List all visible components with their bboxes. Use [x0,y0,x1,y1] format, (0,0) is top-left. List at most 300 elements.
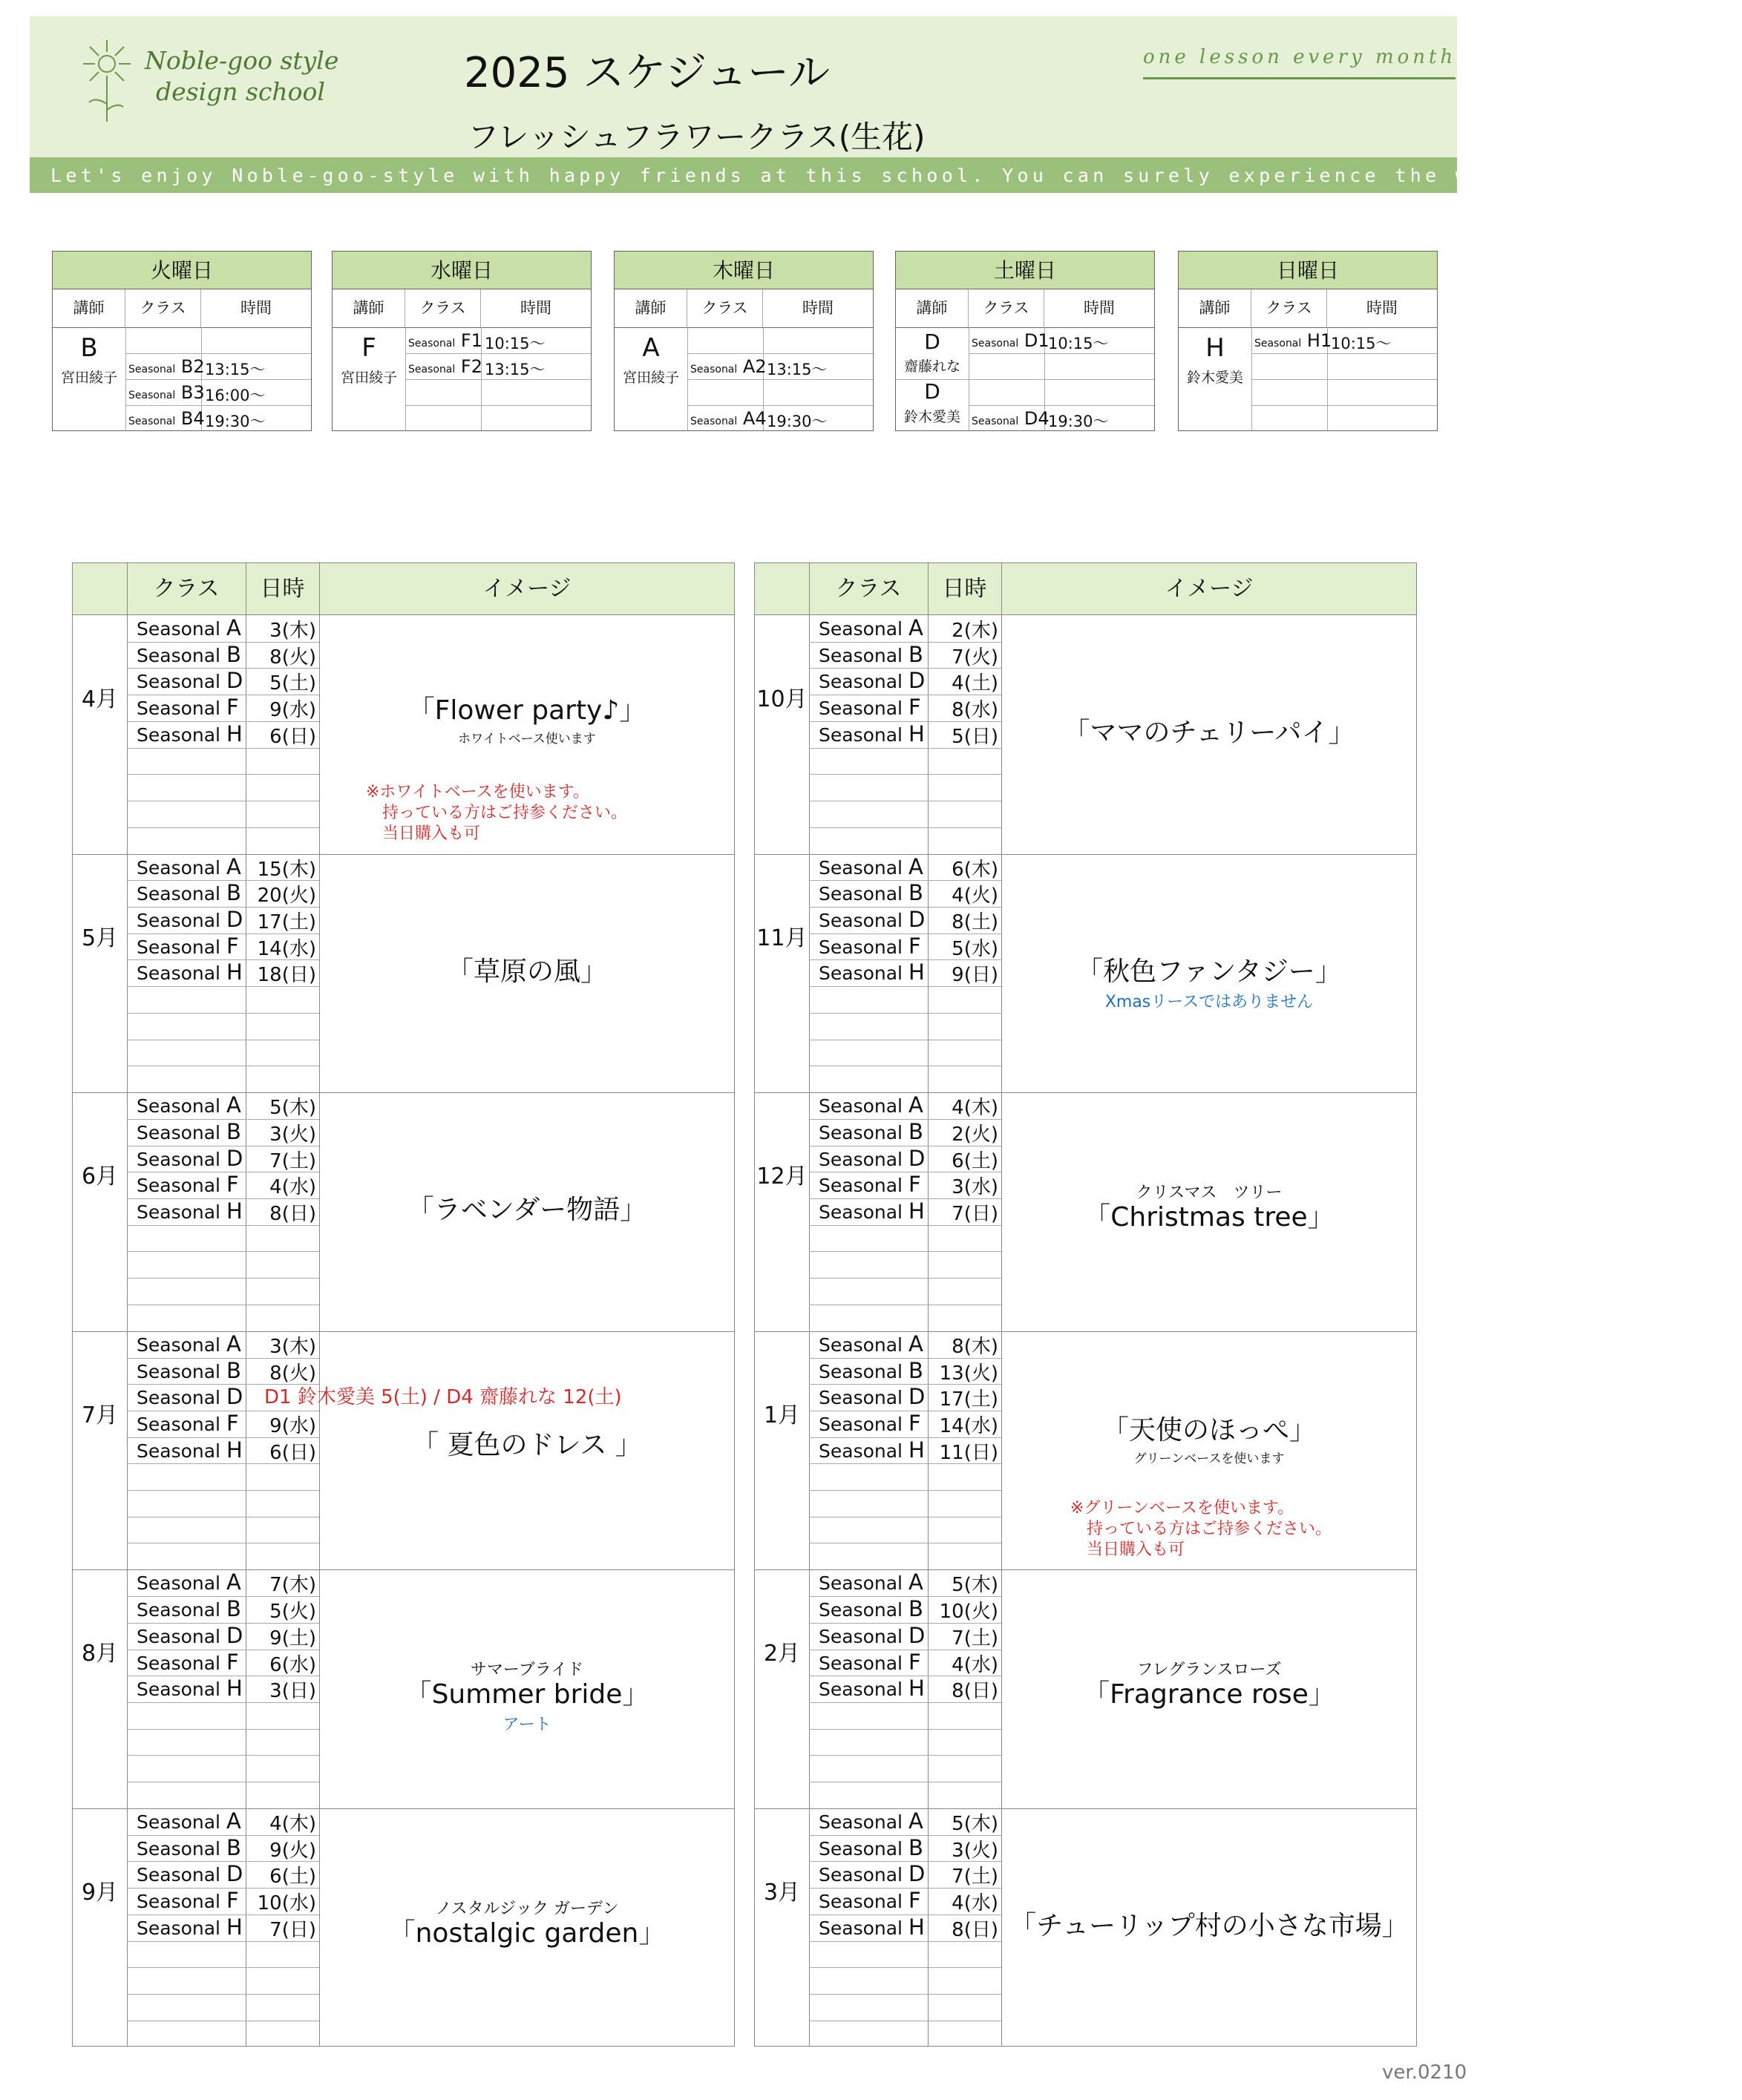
month-label: 9月 [81,1880,119,1906]
class-letter: D [226,907,243,932]
class-entry [137,1411,239,1436]
class-letter: B [908,1834,923,1860]
class-id: B3 [180,382,205,403]
class-letter: A [908,1569,923,1595]
class-letter: F [226,933,239,959]
seasonal-label: Seasonal [137,962,221,985]
seasonal-label: Seasonal [819,1599,903,1621]
seasonal-label: Seasonal [137,856,221,879]
seasonal-label: Seasonal [819,698,903,720]
class-letter: F [908,1649,921,1675]
seasonal-label: Seasonal [819,936,903,958]
class-date: 4(土) [952,672,998,695]
row-line [127,1278,319,1279]
class-date: 7(木) [269,1574,316,1597]
day-schedule-5 [1178,251,1438,431]
class-letter: F [226,1888,239,1914]
seasonal-label: Seasonal [819,1679,903,1701]
row-line [127,1490,319,1491]
lesson-subnote: グリーンベースを使います [1133,1451,1285,1466]
lesson-title: 「ママのチェリーパイ」 [1063,718,1355,748]
teacher-letter: A [642,333,660,363]
header-divider [1179,327,1437,328]
class-time: 19:30～ [205,413,266,430]
class-letter: B [226,1834,241,1860]
header-divider [896,327,1154,328]
class-letter: H [908,1437,925,1463]
seasonal-label: Seasonal [137,1121,221,1143]
class-entry [819,1119,923,1144]
logo-text-line1: Noble-goo style [145,46,339,75]
class-date: 9(土) [269,1627,316,1650]
class-letter: B [908,1596,923,1622]
column-divider [1001,563,1002,2046]
class-letter: D [908,1384,926,1410]
lesson-note-blue: アート [502,1716,551,1735]
class-code [128,356,205,377]
class-entry [819,854,923,879]
seasonal-label: Seasonal [137,1599,221,1621]
class-date: 4(木) [952,1097,998,1120]
seasonal-label: Seasonal [819,1413,903,1435]
class-id: B2 [180,356,205,377]
col-teacher-header: 講師 [333,289,405,327]
month-label: 5月 [81,925,119,951]
seasonal-label: Seasonal [819,883,903,905]
class-letter: A [908,1330,923,1356]
monthly-table-left [72,562,735,2047]
month-label: 8月 [81,1641,119,1667]
seasonal-label: Seasonal [819,1837,903,1860]
class-date: 9(水) [269,699,316,722]
seasonal-label: Seasonal [819,1387,903,1409]
class-date: 10(水) [257,1892,316,1915]
lesson-title: 「Christmas tree」 [1084,1202,1335,1233]
class-id: A4 [742,408,767,429]
class-date: 8(火) [269,646,316,669]
row-line [809,1490,1001,1491]
month-label: 2月 [763,1641,801,1667]
class-entry [819,1172,921,1197]
class-prefix: Seasonal [128,364,176,375]
teacher-name: 齋藤れな [903,358,960,375]
class-date: 9(火) [269,1839,316,1862]
class-entry [819,642,923,667]
seasonal-label: Seasonal [137,671,221,693]
class-date: 8(日) [952,1918,998,1941]
row-line [127,1729,319,1730]
class-letter: H [226,1676,243,1702]
class-time: 16:00～ [205,387,266,404]
seasonal-label: Seasonal [819,1201,903,1223]
seasonal-label: Seasonal [819,1360,903,1382]
class-date: 7(火) [952,646,998,669]
class-date: 17(土) [939,1388,998,1411]
seasonal-label: Seasonal [137,1333,221,1356]
seasonal-label: Seasonal [137,1572,221,1595]
col-teacher-header: 講師 [53,289,125,327]
class-entry [137,695,239,720]
teacher-letter: F [361,333,376,363]
seasonal-label: Seasonal [137,1917,221,1939]
class-date: 13(火) [939,1362,998,1385]
row-line [809,1755,1001,1756]
class-letter: B [226,1357,241,1383]
class-code [972,408,1050,429]
class-date: 7(土) [952,1866,998,1889]
class-date: 2(木) [952,620,998,642]
class-date: 18(日) [257,964,316,987]
class-entry [819,1331,923,1356]
class-date: 2(火) [952,1123,998,1146]
col-time-header: 時間 [240,299,272,317]
class-entry [819,1835,923,1860]
class-id: F1 [460,330,482,351]
col-class-header: クラス [687,289,763,327]
class-date: 7(日) [952,1203,998,1225]
class-date: 3(火) [952,1839,998,1862]
seasonal-label: Seasonal [137,1201,221,1223]
seasonal-label: Seasonal [137,1864,221,1886]
class-letter: A [908,1092,923,1118]
row-line [127,1994,319,1995]
class-letter: A [226,1569,241,1595]
seasonal-label: Seasonal [137,883,221,905]
banner-text: Let's enjoy Noble-goo-style with happy friends at this school. You can surely experience the world with a dream. [50,165,1742,186]
seasonal-label: Seasonal [137,618,221,640]
class-id: D1 [1024,330,1050,351]
row-divider [1251,379,1437,380]
class-date: 11(日) [939,1441,998,1464]
row-line [809,774,1001,775]
header-divider [333,327,591,328]
class-date: 8(水) [952,699,998,722]
month-label: 1月 [763,1402,801,1428]
class-time: 13:15～ [767,361,828,378]
col-time-header: 時間 [1084,299,1115,317]
class-letter: D [226,1145,243,1171]
row-line [809,1251,1001,1252]
header-date: 日時 [260,576,305,602]
class-date: 6(土) [952,1149,998,1172]
seasonal-label: Seasonal [137,644,221,666]
class-prefix: Seasonal [128,416,176,427]
class-date: 6(日) [269,1441,316,1464]
class-letter: H [908,959,925,985]
class-date: 6(土) [269,1866,316,1889]
page-header [30,16,1742,193]
flower-logo-icon [76,36,138,125]
class-entry [137,1172,239,1197]
class-entry [137,1914,243,1940]
class-id: F2 [460,356,482,377]
class-entry [137,959,243,985]
page-title: 2025 スケジュール [464,49,830,97]
class-code [128,408,205,429]
class-entry [819,1808,923,1834]
seasonal-label: Seasonal [819,618,903,640]
tagline: one lesson every month [1143,46,1457,68]
class-date: 7(土) [269,1149,316,1172]
class-date: 3(水) [952,1176,998,1199]
class-entry [819,1092,923,1118]
class-entry [819,668,925,693]
class-time: 19:30～ [767,413,828,430]
class-letter: F [226,1172,239,1198]
class-prefix: Seasonal [408,364,456,375]
class-code [690,408,767,429]
class-letter: H [908,721,925,747]
class-date: 5(土) [269,672,316,695]
row-line [127,1013,319,1014]
seasonal-label: Seasonal [819,1917,903,1939]
class-letter: H [226,1914,243,1940]
col-teacher-header: 講師 [615,289,687,327]
class-letter: H [226,1198,243,1224]
class-entry [137,1861,243,1886]
class-entry [819,695,921,720]
seasonal-label: Seasonal [819,856,903,879]
class-letter: A [226,1092,241,1118]
class-letter: B [908,641,923,667]
class-entry [137,1676,243,1701]
class-entry [819,1596,923,1621]
class-letter: F [226,1649,239,1675]
seasonal-label: Seasonal [819,1625,903,1647]
class-date: 3(日) [269,1680,316,1703]
teacher-letter: B [80,333,98,363]
seasonal-label: Seasonal [137,936,221,958]
class-code [1254,330,1332,351]
class-time: 10:15～ [1331,335,1392,352]
month-label: 12月 [756,1164,808,1190]
seasonal-label: Seasonal [137,1891,221,1913]
day-name: 日曜日 [1179,252,1437,289]
monthly-table-right [754,562,1417,2047]
class-letter: A [226,1330,241,1356]
class-code [972,330,1050,351]
class-date: 20(火) [257,885,316,908]
seasonal-label: Seasonal [137,910,221,931]
seasonal-label: Seasonal [137,1625,221,1647]
class-letter: B [226,1118,241,1144]
header-divider [53,327,311,328]
class-letter: A [226,615,241,640]
seasonal-label: Seasonal [819,1333,903,1356]
seasonal-label: Seasonal [819,1652,903,1674]
row-divider [125,353,311,354]
lesson-subnote: ホワイトベース使います [458,732,596,747]
class-entry [137,933,239,959]
seasonal-label: Seasonal [137,698,221,720]
teacher-name: 宮田綾子 [340,370,397,386]
class-date: 8(木) [952,1335,998,1358]
class-entry [137,880,241,905]
teacher-letter: H [1205,333,1225,363]
class-date: 9(水) [269,1414,316,1437]
class-entry [819,1437,925,1463]
class-date: 6(水) [269,1653,316,1676]
class-date: 9(日) [952,964,998,987]
class-entry [819,1676,925,1701]
lesson-title: 「天使のほっぺ」 [1101,1414,1316,1446]
lesson-title: 「Summer bride」 [405,1679,649,1710]
lesson-title: 「nostalgic garden」 [388,1918,666,1949]
title-reading: フレグランスローズ [1136,1661,1282,1680]
seasonal-label: Seasonal [819,723,903,746]
class-letter: H [908,1198,925,1224]
class-entry [137,1888,239,1913]
seasonal-label: Seasonal [819,1095,903,1118]
seasonal-label: Seasonal [819,671,903,693]
month-label: 7月 [81,1402,119,1428]
lesson-title: 「Flower party♪」 [407,695,646,726]
seasonal-label: Seasonal [819,1811,903,1833]
class-entry [819,1146,925,1171]
teacher-name: 宮田綾子 [622,370,679,386]
class-date: 5(木) [952,1813,998,1835]
class-date: 14(水) [257,937,316,960]
day-name: 土曜日 [896,252,1154,289]
page-subtitle: フレッシュフラワークラス(生花) [468,119,926,155]
class-date: 7(土) [952,1627,998,1650]
class-letter: H [226,1437,243,1463]
class-letter: A [908,615,923,640]
row-divider [405,405,591,406]
class-entry [137,854,241,879]
class-entry [819,1358,923,1383]
row-line [809,1967,1001,1968]
date-change-note: D1 鈴木愛美 5(土) / D4 齋藤れな 12(土) [264,1385,622,1408]
day-schedule-2 [332,251,592,431]
class-entry [819,933,921,959]
class-entry [137,1384,243,1409]
seasonal-label: Seasonal [819,1891,903,1913]
row-line [127,1251,319,1252]
class-prefix: Seasonal [690,364,738,375]
day-name: 水曜日 [333,252,591,289]
class-time: 10:15～ [485,335,546,352]
class-date: 5(木) [269,1097,316,1120]
col-class-header: クラス [405,289,481,327]
row-line [809,827,1001,828]
class-letter: D [226,1622,243,1648]
class-letter: F [908,1172,921,1198]
class-entry [137,1437,243,1463]
seasonal-label: Seasonal [137,1148,221,1170]
class-letter: F [226,1410,239,1436]
title-reading: クリスマス ツリー [1136,1184,1283,1203]
class-entry [819,1650,921,1675]
class-letter: B [908,1118,923,1144]
class-prefix: Seasonal [408,338,456,350]
teacher-letter: D [924,329,940,354]
class-date: 14(水) [939,1414,998,1437]
row-line [127,827,319,828]
day-schedule-1 [52,251,312,431]
class-letter: F [226,695,239,721]
class-letter: A [226,1808,241,1834]
seasonal-label: Seasonal [819,1440,903,1462]
class-letter: B [908,880,923,906]
col-teacher-header: 講師 [896,289,969,327]
class-entry [819,721,925,747]
seasonal-label: Seasonal [137,1811,221,1833]
seasonal-label: Seasonal [137,1360,221,1382]
seasonal-label: Seasonal [137,723,221,746]
class-entry [137,1623,243,1648]
class-letter: F [908,1410,921,1436]
header-image: イメージ [482,576,572,602]
lesson-title: 「草原の風」 [446,956,607,987]
class-code [690,356,767,377]
class-letter: A [226,853,241,879]
day-name: 木曜日 [615,252,873,289]
class-entry [819,1411,921,1436]
class-date: 5(日) [952,725,998,748]
class-entry [819,1623,925,1648]
col-class-header: クラス [125,289,201,327]
logo-text-line2: design school [156,77,325,106]
seasonal-label: Seasonal [819,644,903,666]
row-line [809,1013,1001,1014]
class-letter: B [226,641,241,667]
header-class: クラス [153,576,220,602]
class-date: 5(火) [269,1601,316,1624]
class-entry [137,1808,241,1834]
class-date: 10(火) [939,1601,998,1624]
class-time: 19:30～ [1048,413,1109,430]
seasonal-label: Seasonal [137,1413,221,1435]
class-letter: D [226,668,243,694]
header-class: クラス [835,576,902,602]
class-date: 7(日) [269,1918,316,1941]
class-letter: F [908,933,921,959]
class-date: 4(水) [269,1176,316,1199]
class-prefix: Seasonal [972,338,1019,350]
class-time: 10:15～ [1048,335,1109,352]
col-class-header: クラス [969,289,1044,327]
seasonal-label: Seasonal [819,1121,903,1143]
seasonal-label: Seasonal [819,962,903,985]
class-date: 8(土) [952,911,998,933]
row-line [809,1729,1001,1730]
class-letter: D [908,1145,926,1171]
class-entry [137,1331,241,1356]
month-label: 4月 [81,686,119,712]
seasonal-label: Seasonal [819,1148,903,1170]
seasonal-label: Seasonal [137,1837,221,1860]
class-letter: B [226,1596,241,1622]
class-date: 5(木) [952,1574,998,1597]
class-id: H1 [1306,330,1332,351]
col-teacher-header: 講師 [1179,289,1251,327]
class-date: 5(水) [952,937,998,960]
class-id: D4 [1024,408,1050,429]
col-time-header: 時間 [520,299,551,317]
class-letter: D [226,1861,243,1887]
class-letter: F [908,1888,921,1914]
class-code [128,382,205,403]
class-prefix: Seasonal [128,390,176,401]
class-date: 6(日) [269,725,316,748]
month-label: 10月 [756,686,808,712]
col-time-header: 時間 [1366,299,1398,317]
day-schedule-4 [895,251,1155,431]
lesson-note-red: ※ホワイトベースを使います。 持っている方はご持参ください。 当日購入も可 [366,783,628,843]
class-time: 13:15～ [205,361,266,378]
column-divider [319,563,320,2046]
